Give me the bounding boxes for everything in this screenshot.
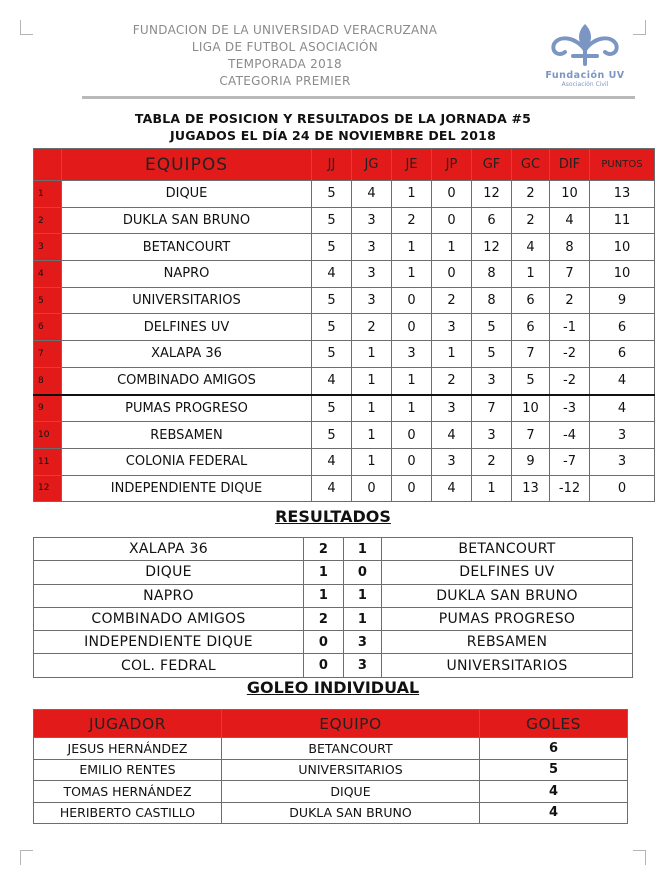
drawn-cell: 3	[392, 341, 432, 368]
played-cell: 5	[312, 287, 352, 314]
played-header: JJ	[312, 149, 352, 181]
goals-against-cell: 7	[512, 422, 550, 449]
won-cell: 1	[352, 367, 392, 394]
goals-for-cell: 8	[472, 261, 512, 288]
header-line-4: CATEGORIA PREMIER	[219, 74, 351, 88]
points-header: PUNTOS	[590, 149, 655, 181]
drawn-cell: 1	[392, 234, 432, 261]
goal-diff-header: DIF	[550, 149, 590, 181]
team-cell: DIQUE	[62, 181, 312, 208]
position-cell: 3	[34, 234, 62, 261]
lost-cell: 4	[432, 422, 472, 449]
goals-against-cell: 6	[512, 314, 550, 341]
position-cell: 11	[34, 448, 62, 475]
points-cell: 0	[590, 475, 655, 502]
lost-cell: 3	[432, 314, 472, 341]
position-cell: 2	[34, 207, 62, 234]
standings-row	[34, 475, 655, 502]
standings-row	[34, 448, 655, 475]
team-cell: PUMAS PROGRESO	[62, 395, 312, 422]
away-score-cell: 1	[344, 584, 382, 607]
goals-for-header: GF	[472, 149, 512, 181]
player-cell: TOMAS HERNÁNDEZ	[34, 781, 222, 803]
header-line-3: TEMPORADA 2018	[228, 57, 342, 71]
crop-mark-bottom-left	[20, 850, 33, 865]
result-row	[34, 654, 633, 677]
standings-row	[34, 181, 655, 208]
drawn-cell: 0	[392, 287, 432, 314]
scorers-table	[33, 709, 628, 824]
won-cell: 1	[352, 395, 392, 422]
away-score-cell: 3	[344, 654, 382, 677]
team-cell: DELFINES UV	[62, 314, 312, 341]
home-score-cell: 2	[304, 607, 344, 630]
position-cell: 12	[34, 475, 62, 502]
won-cell: 3	[352, 287, 392, 314]
standings-table	[33, 148, 655, 502]
scorer-row	[34, 802, 628, 824]
points-cell: 3	[590, 422, 655, 449]
played-cell: 5	[312, 207, 352, 234]
header-line-1: FUNDACION DE LA UNIVERSIDAD VERACRUZANA	[132, 23, 438, 37]
header-line-2: LIGA DE FUTBOL ASOCIACIÓN	[191, 40, 379, 54]
lost-cell: 0	[432, 181, 472, 208]
table-title: TABLA DE POSICION Y RESULTADOS DE LA JORNADA #5	[134, 111, 532, 126]
goals-for-cell: 7	[472, 395, 512, 422]
fleur-de-lis-icon	[546, 20, 624, 68]
team-cell: DUKLA SAN BRUNO	[62, 207, 312, 234]
position-cell: 7	[34, 341, 62, 368]
points-cell: 13	[590, 181, 655, 208]
standings-row	[34, 367, 655, 394]
scorer-row	[34, 781, 628, 803]
drawn-cell: 1	[392, 395, 432, 422]
away-score-cell: 1	[344, 607, 382, 630]
won-cell: 2	[352, 314, 392, 341]
goals-against-cell: 4	[512, 234, 550, 261]
lost-cell: 2	[432, 287, 472, 314]
standings-row	[34, 261, 655, 288]
position-cell: 10	[34, 422, 62, 449]
points-cell: 4	[590, 367, 655, 394]
team-header: EQUIPO	[222, 710, 480, 738]
drawn-cell: 0	[392, 422, 432, 449]
position-cell: 8	[34, 367, 62, 394]
goal-diff-cell: 7	[550, 261, 590, 288]
player-cell: EMILIO RENTES	[34, 759, 222, 781]
goal-diff-cell: -1	[550, 314, 590, 341]
goals-against-header: GC	[512, 149, 550, 181]
home-team-cell: INDEPENDIENTE DIQUE	[34, 631, 304, 654]
goals-for-cell: 12	[472, 234, 512, 261]
home-score-cell: 0	[304, 631, 344, 654]
goal-diff-cell: -3	[550, 395, 590, 422]
position-header	[34, 149, 62, 181]
away-team-cell: UNIVERSITARIOS	[382, 654, 633, 677]
position-cell: 6	[34, 314, 62, 341]
away-score-cell: 0	[344, 561, 382, 584]
played-cell: 5	[312, 234, 352, 261]
drawn-cell: 2	[392, 207, 432, 234]
goal-diff-cell: -12	[550, 475, 590, 502]
away-score-cell: 1	[344, 538, 382, 561]
scorer-row	[34, 759, 628, 781]
home-score-cell: 0	[304, 654, 344, 677]
position-cell: 1	[34, 181, 62, 208]
crop-mark-bottom-right	[633, 850, 646, 865]
goals-for-cell: 6	[472, 207, 512, 234]
goals-for-cell: 5	[472, 314, 512, 341]
points-cell: 9	[590, 287, 655, 314]
drawn-cell: 0	[392, 314, 432, 341]
won-cell: 1	[352, 422, 392, 449]
team-cell: INDEPENDIENTE DIQUE	[62, 475, 312, 502]
team-cell: XALAPA 36	[62, 341, 312, 368]
played-cell: 5	[312, 314, 352, 341]
goals-cell: 4	[480, 781, 628, 803]
goals-for-cell: 12	[472, 181, 512, 208]
away-team-cell: BETANCOURT	[382, 538, 633, 561]
goals-against-cell: 9	[512, 448, 550, 475]
results-table	[33, 537, 633, 678]
goals-for-cell: 3	[472, 422, 512, 449]
player-cell: HERIBERTO CASTILLO	[34, 802, 222, 824]
home-team-cell: COMBINADO AMIGOS	[34, 607, 304, 630]
team-cell: UNIVERSITARIOS	[222, 759, 480, 781]
played-cell: 5	[312, 422, 352, 449]
position-cell: 9	[34, 395, 62, 422]
points-cell: 6	[590, 314, 655, 341]
result-row	[34, 538, 633, 561]
lost-header: JP	[432, 149, 472, 181]
played-cell: 5	[312, 395, 352, 422]
player-header: JUGADOR	[34, 710, 222, 738]
scorers-heading	[0, 678, 666, 697]
logo-name: Fundación UV	[545, 70, 625, 81]
team-cell: BETANCOURT	[62, 234, 312, 261]
won-cell: 1	[352, 341, 392, 368]
result-row	[34, 584, 633, 607]
team-cell: REBSAMEN	[62, 422, 312, 449]
goal-diff-cell: 4	[550, 207, 590, 234]
lost-cell: 0	[432, 261, 472, 288]
position-cell: 5	[34, 287, 62, 314]
home-score-cell: 1	[304, 584, 344, 607]
standings-row	[34, 207, 655, 234]
drawn-cell: 1	[392, 261, 432, 288]
team-cell: UNIVERSITARIOS	[62, 287, 312, 314]
team-cell: NAPRO	[62, 261, 312, 288]
goals-for-cell: 1	[472, 475, 512, 502]
goal-diff-cell: -2	[550, 341, 590, 368]
points-cell: 4	[590, 395, 655, 422]
away-team-cell: PUMAS PROGRESO	[382, 607, 633, 630]
won-cell: 0	[352, 475, 392, 502]
points-cell: 10	[590, 261, 655, 288]
goals-cell: 6	[480, 738, 628, 760]
won-cell: 3	[352, 261, 392, 288]
played-cell: 4	[312, 261, 352, 288]
goal-diff-cell: 2	[550, 287, 590, 314]
results-heading-text: RESULTADOS	[275, 507, 391, 526]
team-cell: COLONIA FEDERAL	[62, 448, 312, 475]
lost-cell: 3	[432, 448, 472, 475]
goal-diff-cell: -2	[550, 367, 590, 394]
lost-cell: 2	[432, 367, 472, 394]
goals-cell: 4	[480, 802, 628, 824]
goals-against-cell: 2	[512, 181, 550, 208]
team-header: EQUIPOS	[62, 149, 312, 181]
goal-diff-cell: 10	[550, 181, 590, 208]
goal-diff-cell: -4	[550, 422, 590, 449]
won-cell: 3	[352, 207, 392, 234]
home-team-cell: NAPRO	[34, 584, 304, 607]
lost-cell: 0	[432, 207, 472, 234]
team-cell: DIQUE	[222, 781, 480, 803]
goal-diff-cell: 8	[550, 234, 590, 261]
lost-cell: 4	[432, 475, 472, 502]
played-cell: 5	[312, 181, 352, 208]
points-cell: 10	[590, 234, 655, 261]
goals-for-cell: 8	[472, 287, 512, 314]
away-team-cell: DELFINES UV	[382, 561, 633, 584]
goals-for-cell: 3	[472, 367, 512, 394]
header-divider	[82, 96, 635, 99]
lost-cell: 1	[432, 341, 472, 368]
standings-row	[34, 314, 655, 341]
results-heading	[0, 507, 666, 526]
standings-row	[34, 287, 655, 314]
crop-mark-top-left	[20, 20, 33, 35]
result-row	[34, 631, 633, 654]
scorers-heading-text: GOLEO INDIVIDUAL	[246, 678, 420, 697]
goals-for-cell: 2	[472, 448, 512, 475]
goals-against-cell: 1	[512, 261, 550, 288]
goals-against-cell: 2	[512, 207, 550, 234]
away-team-cell: REBSAMEN	[382, 631, 633, 654]
table-subtitle: JUGADOS EL DÍA 24 DE NOVIEMBRE DEL 2018	[170, 128, 496, 143]
scorer-row	[34, 738, 628, 760]
standings-row	[34, 422, 655, 449]
goals-against-cell: 6	[512, 287, 550, 314]
result-row	[34, 607, 633, 630]
points-cell: 11	[590, 207, 655, 234]
drawn-cell: 0	[392, 475, 432, 502]
goals-header: GOLES	[480, 710, 628, 738]
drawn-cell: 0	[392, 448, 432, 475]
position-cell: 4	[34, 261, 62, 288]
team-cell: COMBINADO AMIGOS	[62, 367, 312, 394]
won-cell: 4	[352, 181, 392, 208]
home-team-cell: DIQUE	[34, 561, 304, 584]
won-cell: 3	[352, 234, 392, 261]
points-cell: 6	[590, 341, 655, 368]
goals-against-cell: 13	[512, 475, 550, 502]
won-header: JG	[352, 149, 392, 181]
home-score-cell: 2	[304, 538, 344, 561]
team-cell: BETANCOURT	[222, 738, 480, 760]
away-score-cell: 3	[344, 631, 382, 654]
home-team-cell: XALAPA 36	[34, 538, 304, 561]
lost-cell: 3	[432, 395, 472, 422]
standings-row	[34, 341, 655, 368]
played-cell: 5	[312, 341, 352, 368]
goals-cell: 5	[480, 759, 628, 781]
lost-cell: 1	[432, 234, 472, 261]
player-cell: JESUS HERNÁNDEZ	[34, 738, 222, 760]
won-cell: 1	[352, 448, 392, 475]
goals-for-cell: 5	[472, 341, 512, 368]
fundacion-uv-logo	[535, 20, 635, 90]
goals-against-cell: 7	[512, 341, 550, 368]
standings-row	[34, 234, 655, 261]
played-cell: 4	[312, 448, 352, 475]
drawn-cell: 1	[392, 181, 432, 208]
points-cell: 3	[590, 448, 655, 475]
played-cell: 4	[312, 475, 352, 502]
drawn-header: JE	[392, 149, 432, 181]
standings-row	[34, 395, 655, 422]
drawn-cell: 1	[392, 367, 432, 394]
logo-subtitle: Asociación Civil	[561, 81, 609, 88]
team-cell: DUKLA SAN BRUNO	[222, 802, 480, 824]
home-score-cell: 1	[304, 561, 344, 584]
goal-diff-cell: -7	[550, 448, 590, 475]
away-team-cell: DUKLA SAN BRUNO	[382, 584, 633, 607]
played-cell: 4	[312, 367, 352, 394]
home-team-cell: COL. FEDRAL	[34, 654, 304, 677]
document-header	[110, 22, 460, 90]
goals-against-cell: 5	[512, 367, 550, 394]
goals-against-cell: 10	[512, 395, 550, 422]
result-row	[34, 561, 633, 584]
